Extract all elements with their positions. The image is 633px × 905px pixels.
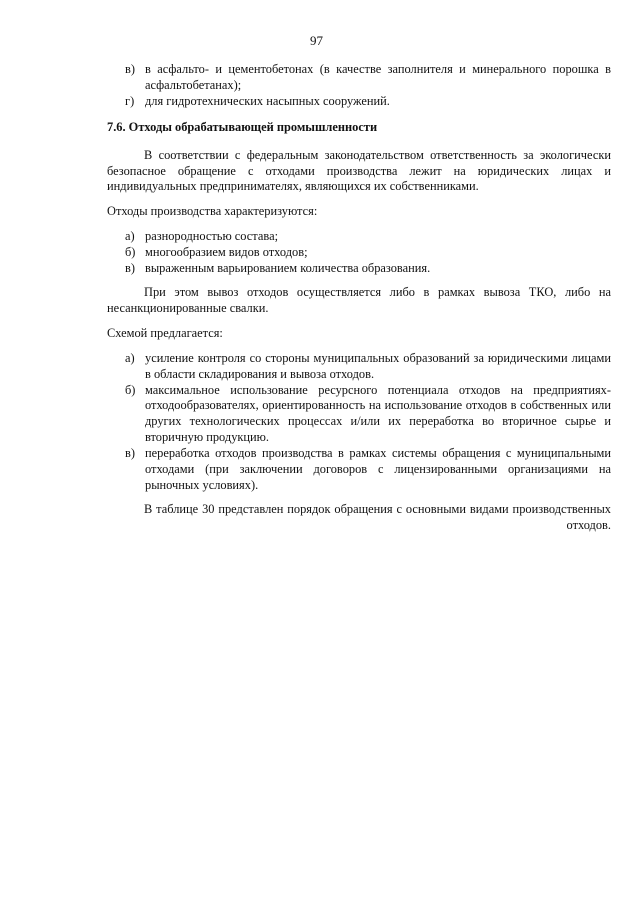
list-marker: б) (125, 382, 136, 397)
table-reference-last-line: отходов. (566, 517, 611, 532)
intro-paragraph: В соответствии с федеральным законодательством ответственность за экологически безопасное обращение с отходами производства лежит на юридических лицах и индивидуальных предпринимателях, являющихся их собственниками. (107, 147, 611, 194)
list-item-text: выраженным варьированием количества образования. (145, 261, 431, 276)
proposals-lead: Схемой предлагается: (107, 325, 223, 340)
list-marker: а) (125, 350, 135, 365)
list-marker: в) (125, 261, 135, 276)
list-item-text: в асфальто- и цементобетонах (в качестве заполнителя и минерального порошка в асфальтобетанах); (145, 62, 611, 92)
list-item-text: переработка отходов производства в рамках системы обращения с муниципальными отходами (при заключении договоров с лицензированными организациями на рыночных условиях). (145, 446, 611, 492)
list-item-text: для гидротехнических насыпных сооружений. (145, 93, 390, 108)
characteristics-lead: Отходы производства характеризуются: (107, 204, 318, 219)
document-body (107, 62, 611, 534)
disposal-paragraph: При этом вывоз отходов осуществляется либо в рамках вывоза ТКО, либо на несанкционированные свалки. (107, 284, 611, 315)
list-item (107, 383, 611, 447)
list-item-text: многообразием видов отходов; (145, 245, 308, 260)
page-number: 97 (310, 33, 323, 48)
list-item (107, 229, 611, 245)
list-marker: г) (125, 93, 135, 108)
list-item (107, 351, 611, 383)
list-marker: б) (125, 245, 136, 260)
list-item (107, 261, 611, 277)
table-reference-paragraph: В таблице 30 представлен порядок обращения с основными видами производственных (144, 501, 611, 516)
list-marker: в) (125, 446, 135, 461)
list-item-text: разнородностью состава; (145, 229, 279, 244)
section-heading: 7.6. Отходы обрабатывающей промышленности (107, 119, 378, 134)
list-item-text: максимальное использование ресурсного потенциала отходов на предприятиях-отходообразователях, ориентированность на использование отходов в собственных или других технологических процессах и/или их переработка во вторичное сырье и вторичную продукцию. (145, 382, 611, 445)
list-item (107, 446, 611, 494)
list-item (107, 94, 611, 110)
list-marker: а) (125, 229, 135, 244)
list-item (107, 62, 611, 94)
list-item (107, 245, 611, 261)
list-item-text: усиление контроля со стороны муниципальных образований за юридическими лицами в области складирования и вывоза отходов. (145, 350, 611, 381)
list-marker: в) (125, 62, 135, 76)
